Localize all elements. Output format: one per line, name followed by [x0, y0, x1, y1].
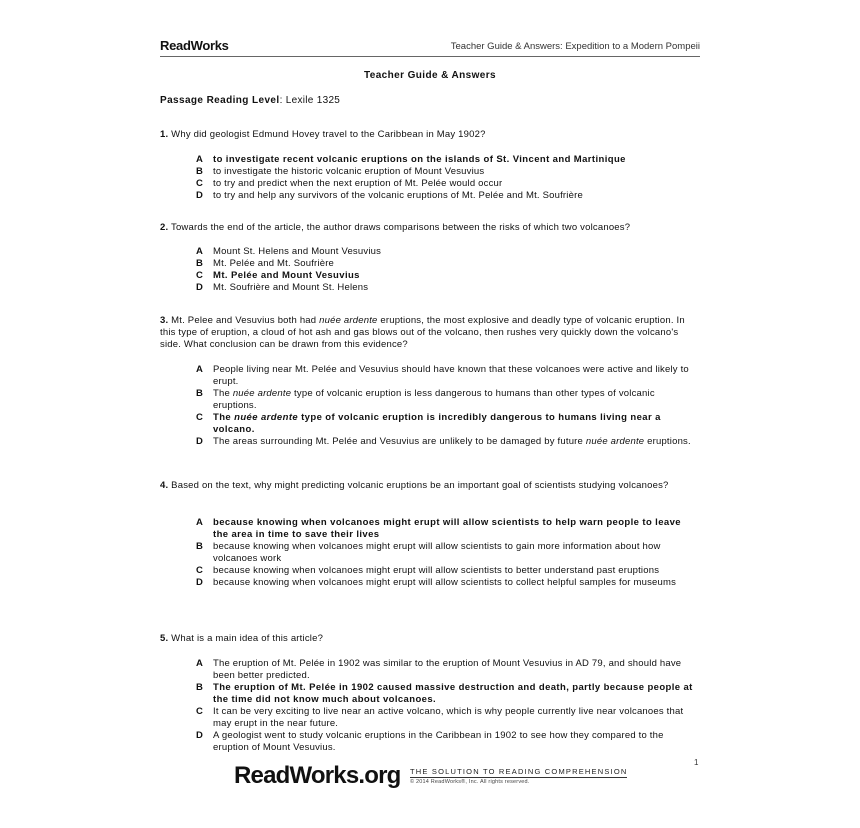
option-c: [196, 178, 696, 190]
question-text: Mt. Pelee and Vesuvius both had: [171, 315, 320, 326]
option-c: [196, 565, 696, 577]
option-letter: D: [196, 577, 204, 588]
option-b: [196, 258, 696, 270]
option-letter: D: [196, 730, 204, 741]
option-letter: C: [196, 178, 204, 189]
option-text: Mt. Pelée and Mt. Soufrière: [213, 258, 335, 269]
option-b: [196, 541, 696, 565]
option-letter: C: [196, 706, 204, 717]
page-header: [160, 38, 700, 57]
question-5-options: [196, 658, 696, 754]
footer-logo: ReadWorks.org: [234, 762, 401, 789]
question-2-options: [196, 246, 696, 294]
option-c: [196, 412, 696, 436]
option-text-emphasis: nuée ardente: [232, 388, 292, 399]
option-text: to try and help any survivors of the volcanic eruptions of Mt. Pelée and Mt. Soufrière: [213, 190, 583, 201]
option-letter: B: [196, 682, 204, 693]
option-text: because knowing when volcanoes might erupt will allow scientists to gain more information about how volcanoes work: [213, 541, 661, 564]
option-text: to investigate the historic volcanic eruption of Mount Vesuvius: [213, 166, 485, 177]
question-text: Towards the end of the article, the author draws comparisons between the risks of which two volcanoes?: [171, 222, 631, 233]
option-b: [196, 166, 696, 178]
option-letter: A: [196, 658, 204, 669]
option-letter: B: [196, 258, 204, 269]
question-number: 5.: [160, 633, 169, 644]
option-text: Mt. Soufrière and Mount St. Helens: [213, 282, 369, 293]
option-letter: A: [196, 246, 204, 257]
option-text: The eruption of Mt. Pelée in 1902 was similar to the eruption of Mount Vesuvius in AD 79, and should have been better predicted.: [213, 658, 682, 681]
question-2: [160, 222, 700, 234]
option-text: to investigate recent volcanic eruptions on the islands of St. Vincent and Martinique: [213, 154, 626, 165]
option-letter: A: [196, 154, 204, 165]
option-text-emphasis: nuée ardente: [234, 412, 299, 423]
option-text-pre: The areas surrounding Mt. Pelée and Vesuvius are unlikely to be damaged by future: [213, 436, 586, 447]
brand-logo: ReadWorks: [160, 38, 229, 53]
question-4-options: [196, 517, 696, 589]
option-a: [196, 517, 696, 541]
option-d: [196, 577, 696, 589]
option-text: to try and predict when the next eruption of Mt. Pelée would occur: [213, 178, 503, 189]
option-d: [196, 730, 696, 754]
option-a: [196, 246, 696, 258]
page-number: 1: [694, 758, 699, 767]
option-letter: D: [196, 436, 204, 447]
option-a: [196, 364, 696, 388]
option-letter: C: [196, 270, 204, 281]
question-3: [160, 315, 700, 351]
reading-level: [160, 95, 340, 106]
option-b: [196, 682, 696, 706]
option-letter: A: [196, 364, 204, 375]
reading-level-label: Passage Reading Level: [160, 95, 280, 106]
option-c: [196, 270, 696, 282]
option-letter: B: [196, 388, 204, 399]
option-text-emphasis: nuée ardente: [585, 436, 645, 447]
option-text: [213, 412, 696, 436]
option-a: [196, 658, 696, 682]
question-1-options: [196, 154, 696, 202]
option-b: [196, 388, 696, 412]
option-a: [196, 154, 696, 166]
question-5: [160, 633, 700, 645]
question-number: 4.: [160, 480, 169, 491]
option-letter: B: [196, 166, 204, 177]
header-title: Teacher Guide & Answers: Expedition to a Modern Pompeii: [450, 41, 700, 52]
option-letter: B: [196, 541, 204, 552]
question-number: 2.: [160, 222, 169, 233]
option-text: Mt. Pelée and Mount Vesuvius: [213, 270, 360, 281]
option-text-pre: The: [213, 412, 235, 423]
question-number: 1.: [160, 129, 169, 140]
option-text-post: type of volcanic eruption is incredibly dangerous to humans living near a volcano.: [213, 412, 661, 435]
option-letter: D: [196, 282, 204, 293]
option-text: A geologist went to study volcanic eruptions in the Caribbean in 1902 to see how they compared to the eruption of Mount Vesuvius.: [213, 730, 664, 753]
question-1: [160, 129, 700, 141]
question-text-emphasis: nuée ardente: [319, 315, 378, 326]
option-text: It can be very exciting to live near an active volcano, which is why people currently live near volcanoes that may erupt in the near future.: [213, 706, 684, 729]
option-text: because knowing when volcanoes might erupt will allow scientists to collect helpful samples for museums: [213, 577, 677, 588]
document-title: Teacher Guide & Answers: [363, 70, 497, 81]
option-d: [196, 282, 696, 294]
question-3-options: [196, 364, 696, 448]
question-number: 3.: [160, 315, 169, 326]
option-text: because knowing when volcanoes might erupt will allow scientists to better understand past eruptions: [213, 565, 660, 576]
reading-level-value: : Lexile 1325: [279, 95, 341, 106]
option-text: People living near Mt. Pelée and Vesuvius should have known that these volcanoes were active and likely to erupt.: [213, 364, 689, 387]
option-text: [213, 436, 696, 448]
question-4: [160, 480, 700, 492]
footer-tagline: THE SOLUTION TO READING COMPREHENSION: [410, 767, 628, 776]
option-letter: C: [196, 412, 204, 423]
question-text-cont: eruptions, the most explosive and deadly type of volcanic eruption. In this type of eruption, a cloud of hot ash and gas blows out of the volcano, then rushes very quickly down the volcano's side. What conclusion can be drawn from this evidence?: [160, 315, 685, 350]
option-c: [196, 706, 696, 730]
question-text: Why did geologist Edmund Hovey travel to the Caribbean in May 1902?: [171, 129, 486, 140]
option-letter: C: [196, 565, 204, 576]
option-text: The eruption of Mt. Pelée in 1902 caused massive destruction and death, partly because people at the time did not know much about volcanoes.: [213, 682, 693, 705]
option-text-post: eruptions.: [644, 436, 691, 447]
question-text: What is a main idea of this article?: [171, 633, 324, 644]
option-d: [196, 436, 696, 448]
footer-copyright: © 2014 ReadWorks®, Inc. All rights reserved.: [410, 779, 530, 785]
option-text: Mount St. Helens and Mount Vesuvius: [213, 246, 382, 257]
option-d: [196, 190, 696, 202]
option-text-post: type of volcanic eruption is less dangerous to humans than other types of volcanic eruptions.: [213, 388, 655, 411]
option-text-pre: The: [213, 388, 233, 399]
option-text: because knowing when volcanoes might erupt will allow scientists to help warn people to leave the area in time to save their lives: [213, 517, 681, 540]
option-letter: D: [196, 190, 204, 201]
question-text: Based on the text, why might predicting volcanic eruptions be an important goal of scientists studying volcanoes?: [171, 480, 669, 491]
option-text: [213, 388, 696, 412]
option-letter: A: [196, 517, 204, 528]
